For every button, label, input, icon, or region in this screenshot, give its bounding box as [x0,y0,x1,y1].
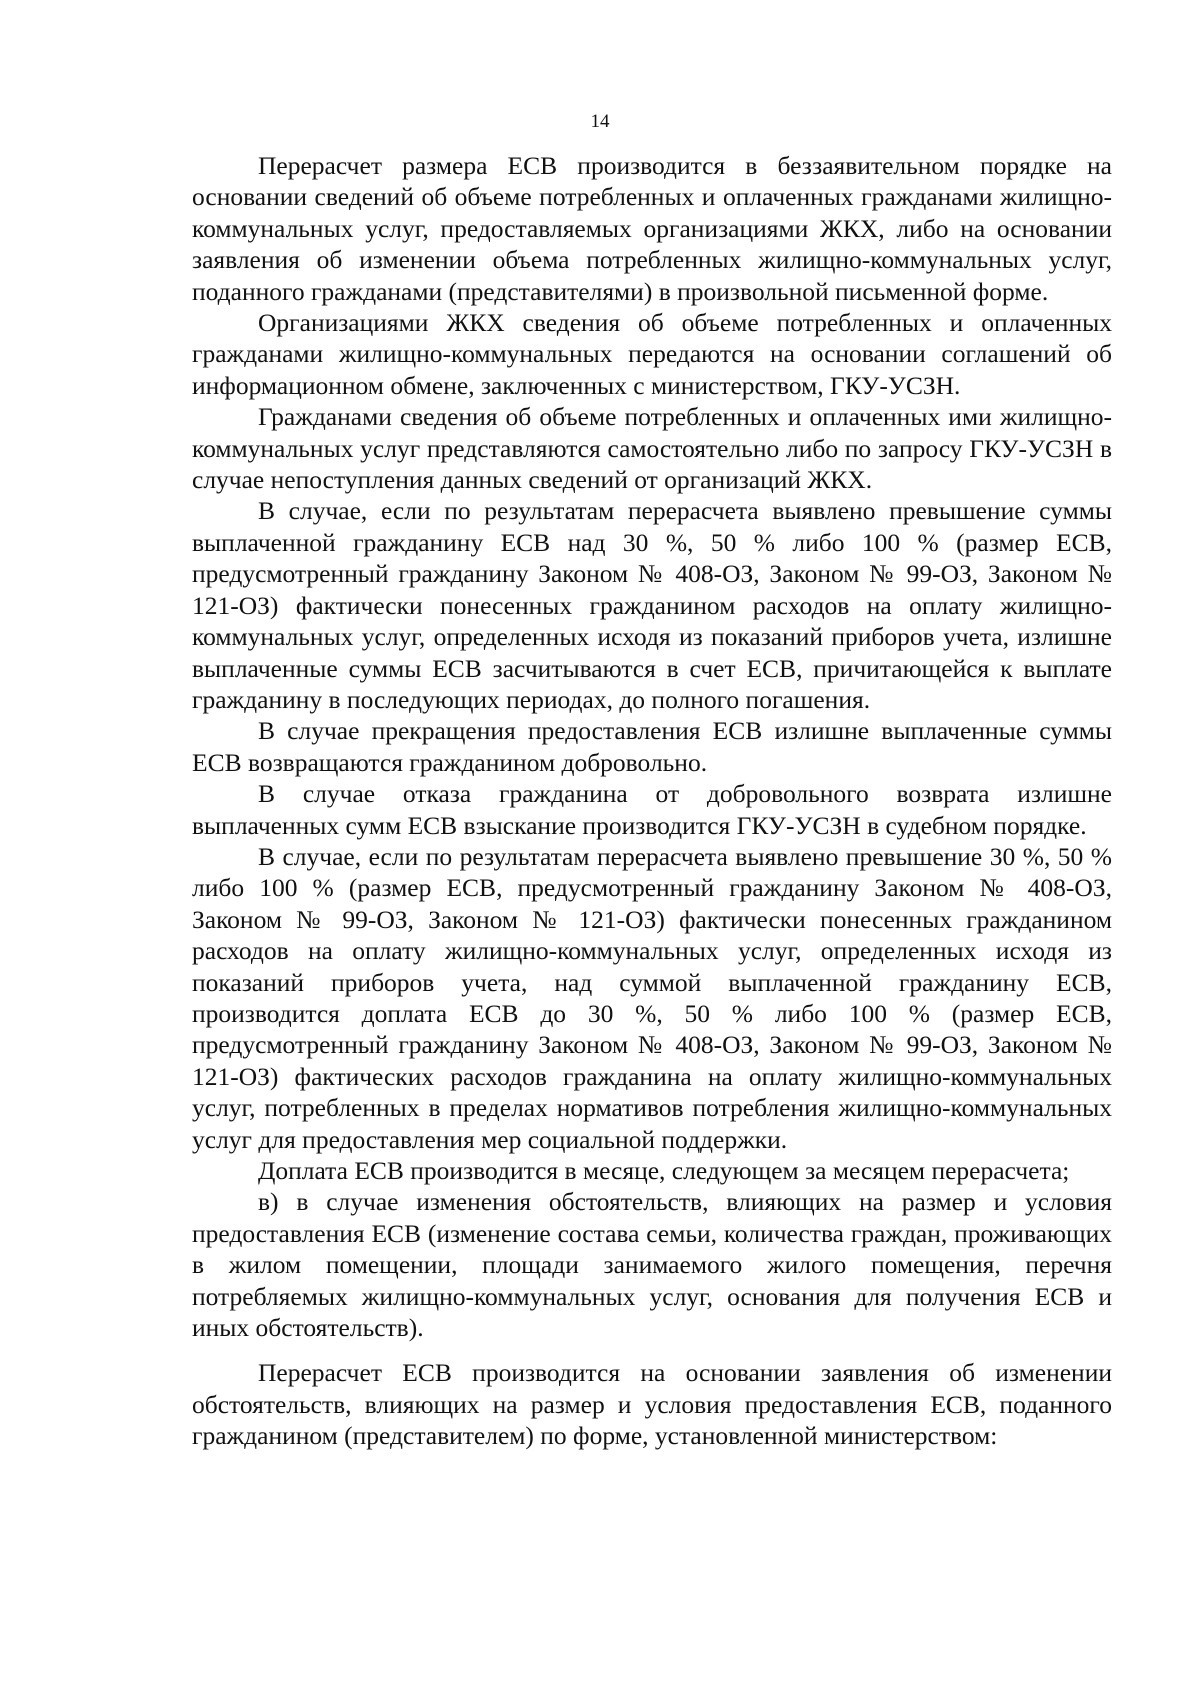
paragraph-additional-payment-month: Доплата ЕСВ производится в месяце, следующем за месяцем перерасчета; [258,1156,1070,1185]
paragraph-citizens-information: Гражданами сведения об объеме потребленных и оплаченных ими жилищно-коммунальных услуг представляются самостоятельно либо по запросу ГКУ-УСЗН в случае непоступления данных сведений от организаций ЖКХ. [192,402,1112,495]
paragraph-termination-refund: В случае прекращения предоставления ЕСВ излишне выплаченные суммы ЕСВ возвращаются гражданином добровольно. [192,716,1112,777]
page-number: 14 [590,111,610,132]
paragraph-housing-organizations: Организациями ЖКХ сведения об объеме потребленных и оплаченных гражданами жилищно-коммунальных передаются на основании соглашений об информационном обмене, заключенных с министерством, ГКУ-УСЗН. [192,308,1112,400]
paragraph-additional-payment: В случае, если по результатам перерасчета выявлено превышение 30 %, 50 % либо 100 % (размер ЕСВ, предусмотренный гражданину Законом № 408-ОЗ, Законом № 99-ОЗ, Законом № 121-ОЗ) фактически понесенных гражданином расходов на оплату жилищно-коммунальных услуг, определенных исходя из показаний приборов учета, над суммой выплаченной гражданину ЕСВ, производится доплата ЕСВ до 30 %, 50 % либо 100 % (размер ЕСВ, предусмотренный гражданину Законом № 408-ОЗ, Законом № 99-ОЗ, Законом № 121-ОЗ) фактических расходов гражданина на оплату жилищно-коммунальных услуг, потребленных в пределах нормативов потребления жилищно-коммунальных услуг для предоставления мер социальной поддержки. [192,841,1112,1154]
document-body [192,150,1112,1452]
paragraph-recalculation-basis: Перерасчет размера ЕСВ производится в беззаявительном порядке на основании сведений об объеме потребленных и оплаченных гражданами жилищно-коммунальных услуг, предоставляемых организациями ЖКХ, либо на основании заявления об изменении объема потребленных жилищно-коммунальных услуг, поданного гражданами (представителями) в произвольной письменной форме. [192,151,1112,306]
paragraph-overpayment-offset: В случае, если по результатам перерасчета выявлено превышение суммы выплаченной гражданину ЕСВ над 30 %, 50 % либо 100 % (размер ЕСВ, предусмотренный гражданину Законом № 408-ОЗ, Законом № 99-ОЗ, Законом № 121-ОЗ) фактически понесенных гражданином расходов на оплату жилищно-коммунальных услуг, определенных исходя из показаний приборов учета, излишне выплаченные суммы ЕСВ засчитываются в счет ЕСВ, причитающейся к выплате гражданину в последующих периодах, до полного погашения. [192,496,1112,714]
paragraph-circumstances-change: в) в случае изменения обстоятельств, влияющих на размер и условия предоставления ЕСВ (изменение состава семьи, количества граждан, проживающих в жилом помещении, площади занимаемого жилого помещения, перечня потребляемых жилищно-коммунальных услуг, основания для получения ЕСВ и иных обстоятельств). [192,1187,1112,1343]
paragraph-court-recovery: В случае отказа гражданина от добровольного возврата излишне выплаченных сумм ЕСВ взыскание производится ГКУ-УСЗН в судебном порядке. [192,779,1112,840]
paragraph-application-form: Перерасчет ЕСВ производится на основании заявления об изменении обстоятельств, влияющих на размер и условия предоставления ЕСВ, поданного гражданином (представителем) по форме, установленной министерством: [192,1358,1112,1451]
